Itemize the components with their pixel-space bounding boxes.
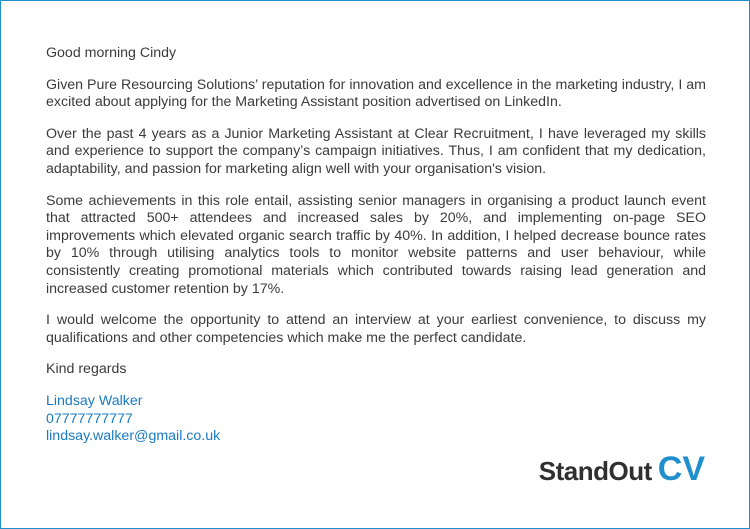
signature-name: Lindsay Walker (46, 392, 143, 409)
logo-cv-mark: CV (657, 450, 705, 488)
paragraph-interview: I would welcome the opportunity to attend an interview at your earliest convenience, to discuss my qualifications and other competencies which make me the perfect candidate. (46, 312, 706, 346)
closing: Kind regards (46, 361, 127, 378)
signature-block (46, 393, 706, 446)
paragraph-intro: Given Pure Resourcing Solutions’ reputation for innovation and excellence in the marketing industry, I am excited about applying for the Marketing Assistant position advertised on LinkedIn. (46, 76, 706, 111)
paragraph-achievements: Some achievements in this role entail, assisting senior managers in organising a product launch event that attracted 500+ attendees and increased sales by 20%, and implementing on-page SEO improvements which elevated organic search traffic by 40%. In addition, I helped decrease bounce rates by 10% through utilising analytics tools to monitor website patterns and user behaviour, while consistently creating promotional materials which contributed towards raising lead generation and increased customer retention by 17%. (46, 192, 706, 297)
letter-body (46, 45, 706, 446)
signature-email: lindsay.walker@gmail.co.uk (46, 428, 221, 445)
signature-phone: 07777777777 (46, 410, 133, 427)
paragraph-experience: Over the past 4 years as a Junior Marketing Assistant at Clear Recruitment, I have leveraged my skills and experience to support the company’s campaign initiatives. Thus, I am confident that my dedication, adaptability, and passion for marketing align well with your organisation's vision. (46, 125, 706, 177)
standout-cv-logo (539, 450, 705, 489)
logo-brand-text: StandOut (538, 456, 652, 486)
greeting: Good morning Cindy (46, 45, 177, 61)
